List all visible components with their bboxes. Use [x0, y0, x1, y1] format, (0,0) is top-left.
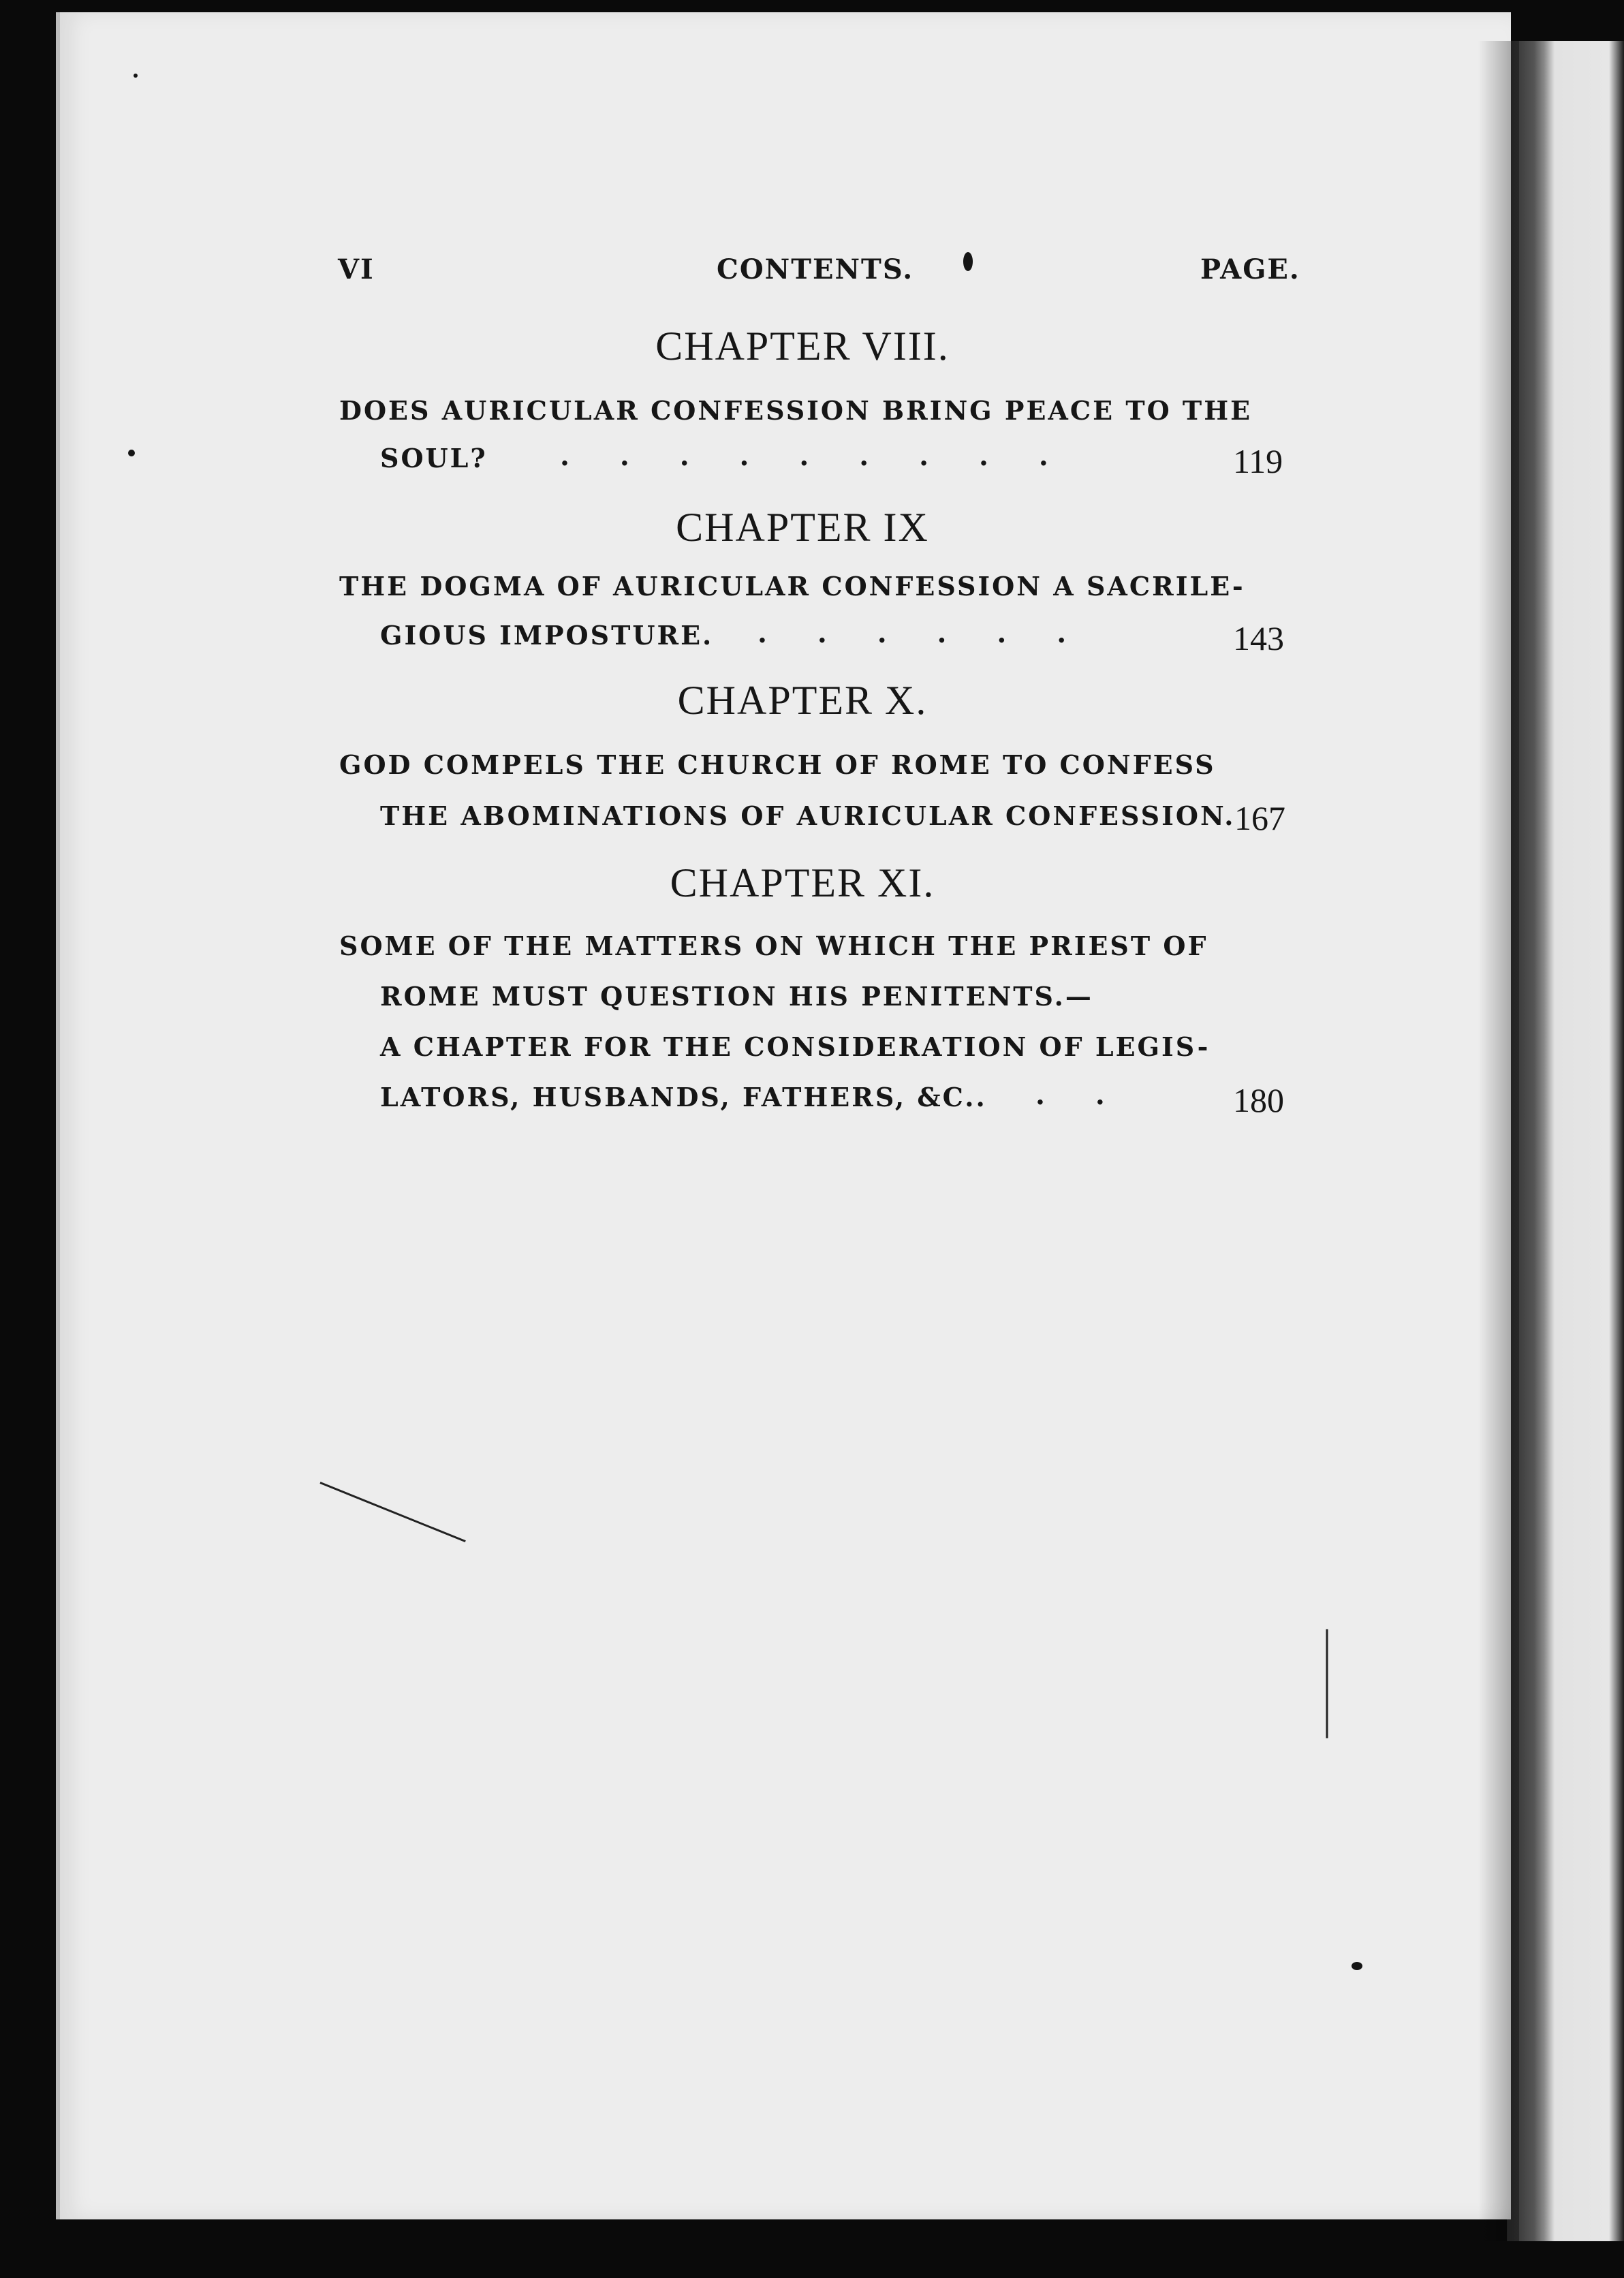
dust-speck [134, 74, 138, 78]
toc-entry-line: SOME OF THE MATTERS ON WHICH THE PRIEST OF [339, 931, 1208, 961]
toc-entry-line: DOES AURICULAR CONFESSION BRING PEACE TO THE [339, 395, 1253, 426]
toc-entry-line: ROME MUST QUESTION HIS PENITENTS.— [380, 981, 1093, 1012]
toc-entry-line: GOD COMPELS THE CHURCH OF ROME TO CONFESS [339, 749, 1216, 780]
page-number: 119 [1233, 442, 1283, 480]
toc-entry-line: A CHAPTER FOR THE CONSIDERATION OF LEGIS- [380, 1031, 1211, 1062]
toc-entry-line: GIOUS IMPOSTURE. [380, 620, 714, 651]
dust-speck [1352, 1962, 1362, 1970]
facing-page-edge [1507, 41, 1624, 2241]
page-number: 180 [1233, 1081, 1284, 1119]
leader-dots: . . . . . . [758, 617, 1067, 649]
leader-dots: . . [1035, 1079, 1105, 1111]
chapter-heading: CHAPTER XI. [670, 860, 935, 905]
folio-number: VI [338, 253, 375, 285]
page-number: 143 [1233, 619, 1284, 657]
chapter-heading: CHAPTER VIII. [655, 324, 950, 369]
chapter-heading: CHAPTER IX [676, 505, 929, 550]
toc-entry-line: THE ABOMINATIONS OF AURICULAR CONFESSION. [380, 800, 1236, 831]
running-title: CONTENTS. [717, 253, 914, 285]
gutter-shadow [1478, 41, 1519, 2241]
leader-dots: . . . . . . . . . [560, 440, 1048, 472]
scan-scratch [1326, 1629, 1328, 1738]
ink-blot [963, 252, 973, 271]
chapter-heading: CHAPTER X. [677, 678, 928, 723]
toc-entry-line: THE DOGMA OF AURICULAR CONFESSION A SACRILE- [339, 571, 1245, 602]
toc-entry-line: LATORS, HUSBANDS, FATHERS, &C.. [380, 1082, 987, 1112]
toc-entry-line: SOUL? [380, 443, 488, 473]
dust-speck [128, 450, 135, 456]
page-column-label: PAGE. [1200, 253, 1300, 285]
page-number: 167 [1234, 799, 1285, 837]
